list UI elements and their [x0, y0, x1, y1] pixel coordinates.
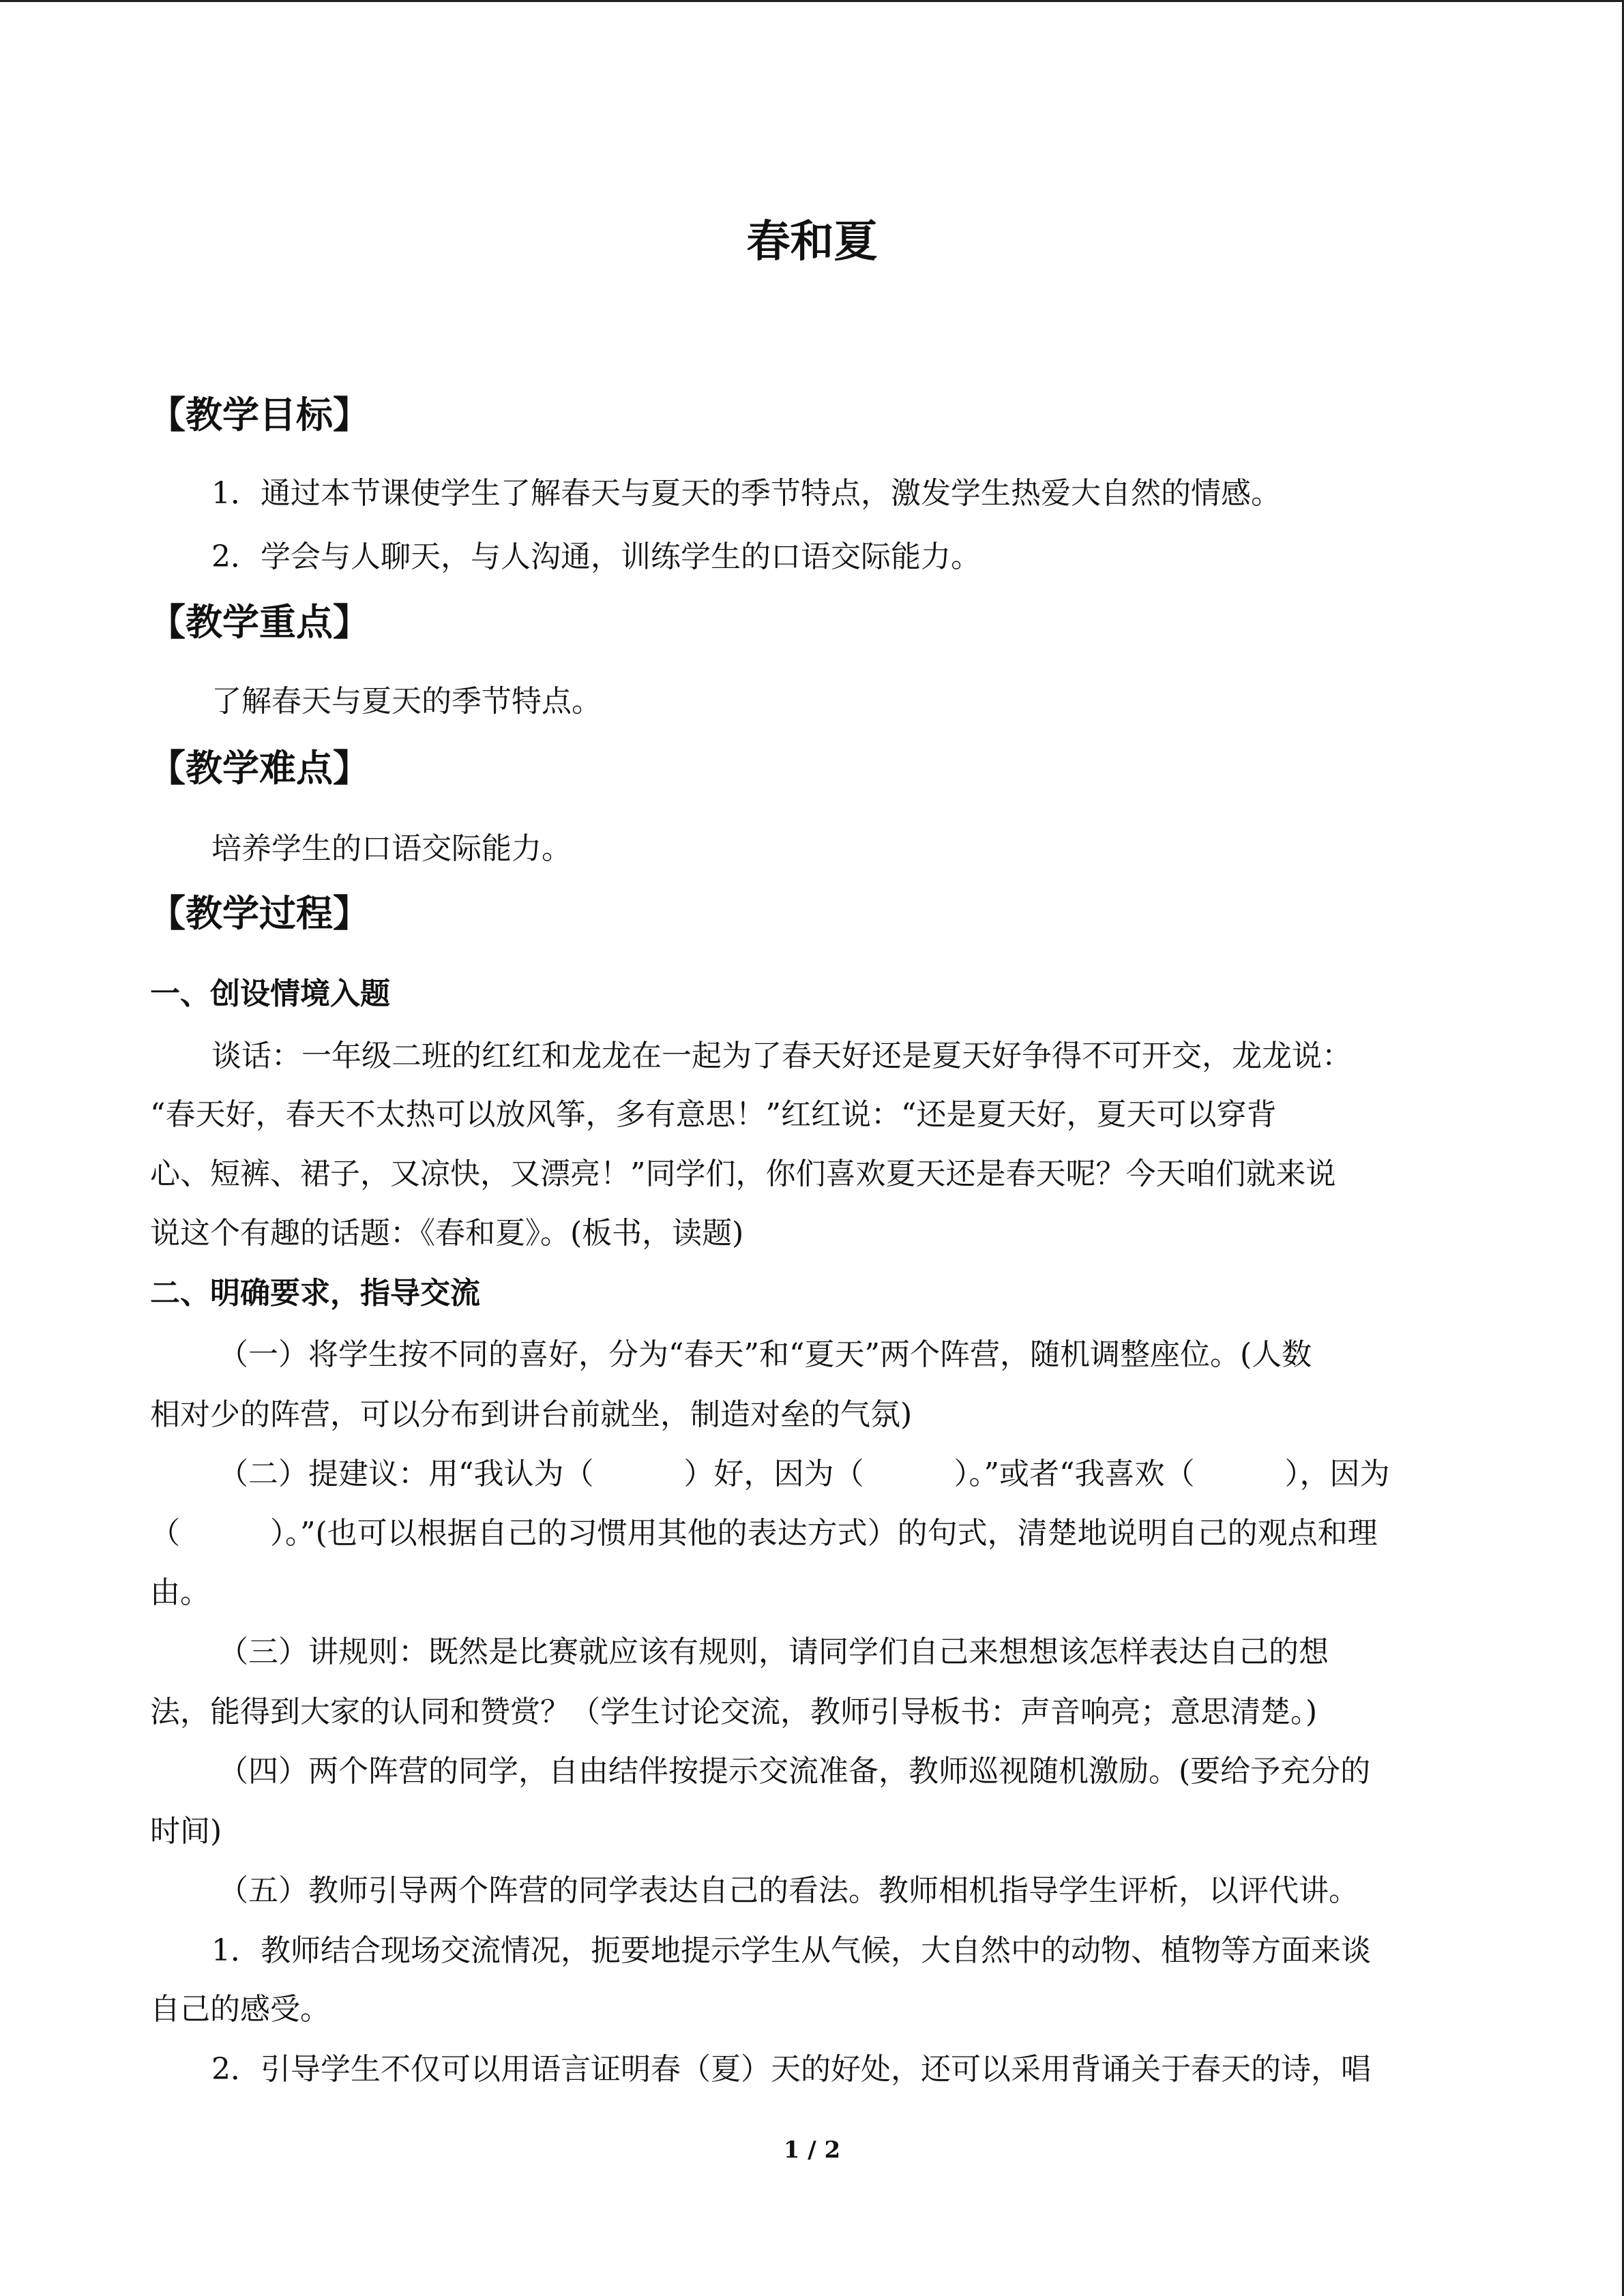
part2-heading: 二、明确要求，指导交流: [150, 1276, 480, 1311]
paragraph-line: “春天好，春天不太热可以放风筝，多有意思！”红红说：“还是夏天好，夏天可以穿背: [150, 1097, 1277, 1132]
part1-heading: 一、创设情境入题: [150, 976, 390, 1011]
page-title: 春和夏: [746, 216, 878, 267]
paragraph-line: 自己的感受。: [150, 1992, 330, 2027]
paragraph-line: （三）讲规则：既然是比赛就应该有规则，请同学们自己来想想该怎样表达自己的想: [218, 1635, 1329, 1669]
paragraph-line: 时间): [150, 1814, 222, 1849]
paragraph-line: （ ）。”(也可以根据自己的习惯用其他的表达方式）的句式，清楚地说明自己的观点和理: [150, 1516, 1378, 1551]
paragraph-line: 心、短裤、裙子，又凉快，又漂亮！”同学们，你们喜欢夏天还是春天呢？今天咱们就来说: [150, 1157, 1336, 1191]
paragraph-line: （一）将学生按不同的喜好，分为“春天”和“夏天”两个阵营，随机调整座位。(人数: [218, 1337, 1312, 1372]
page-number: 1 / 2: [783, 2136, 841, 2164]
objective-item: 2．学会与人聊天，与人沟通，训练学生的口语交际能力。: [211, 539, 981, 574]
key-points-heading: 【教学重点】: [149, 600, 370, 644]
paragraph-line: 相对少的阵营，可以分布到讲台前就坐，制造对垒的气氛): [150, 1397, 913, 1432]
paragraph-line: 1．教师结合现场交流情况，扼要地提示学生从气候，大自然中的动物、植物等方面来谈: [211, 1933, 1371, 1968]
paragraph-line: 谈话：一年级二班的红红和龙龙在一起为了春天好还是夏天好争得不可开交，龙龙说：: [211, 1039, 1352, 1073]
difficulties-text: 培养学生的口语交际能力。: [211, 831, 572, 866]
paragraph-line: 法，能得到大家的认同和赞赏？（学生讨论交流，教师引导板书：声音响亮；意思清楚。): [150, 1695, 1318, 1729]
objectives-heading: 【教学目标】: [149, 393, 370, 436]
paragraph-line: （四）两个阵营的同学，自由结伴按提示交流准备，教师巡视随机激励。(要给予充分的: [218, 1754, 1371, 1789]
difficulties-heading: 【教学难点】: [149, 746, 370, 790]
objective-item: 1．通过本节课使学生了解春天与夏天的季节特点，激发学生热爱大自然的情感。: [211, 476, 1281, 511]
paragraph-line: 说这个有趣的话题：《春和夏》。(板书，读题): [150, 1216, 744, 1251]
paragraph-line: 由。: [150, 1575, 210, 1610]
page-border-top: [0, 0, 1624, 2]
key-points-text: 了解春天与夏天的季节特点。: [211, 684, 602, 719]
paragraph-line: （五）教师引导两个阵营的同学表达自己的看法。教师相机指导学生评析，以评代讲。: [218, 1873, 1359, 1908]
paragraph-line: 2．引导学生不仅可以用语言证明春（夏）天的好处，还可以采用背诵关于春天的诗，唱: [211, 2052, 1371, 2087]
process-heading: 【教学过程】: [149, 891, 370, 935]
paragraph-line: （二）提建议：用“我认为（ ）好，因为（ ）。”或者“我喜欢（ ），因为: [218, 1457, 1390, 1491]
